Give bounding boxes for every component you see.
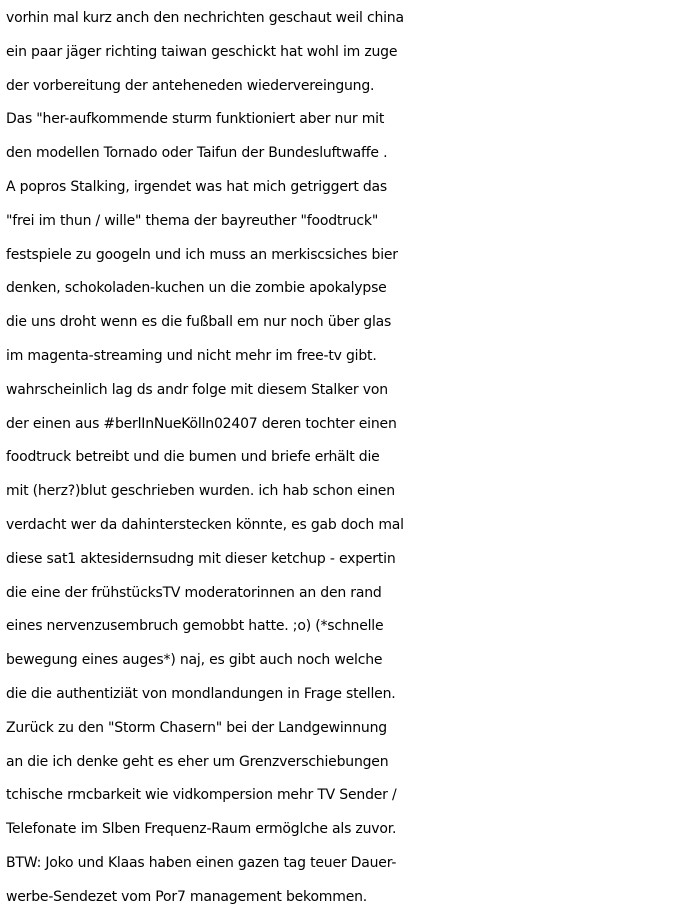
text-line: den modellen Tornado oder Taifun der Bundesluftwaffe .: [6, 145, 388, 162]
text-line: vorhin mal kurz anch den nechrichten geschaut weil china: [6, 10, 404, 26]
text-line: diese sat1 aktesidernsudng mit dieser ketchup - expertin: [6, 550, 396, 567]
text-line: werbe-Sendezet vom Por7 management bekommen.: [6, 888, 368, 905]
text-line: die die authentiziät von mondlandungen in Frage stellen.: [6, 685, 396, 702]
text-line: eines nervenzusembruch gemobbt hatte. ;o) (*schnelle: [6, 618, 384, 635]
document-text-block: [6, 2, 684, 915]
text-line: denken, schokoladen-kuchen un die zombie apokalypse: [6, 280, 387, 297]
text-line: "frei im thun / wille" thema der bayreuther "foodtruck": [6, 212, 379, 229]
text-line: ein paar jäger richting taiwan geschickt hat wohl im zuge: [6, 43, 398, 60]
text-line: Zurück zu den "Storm Chasern" bei der Landgewinnung: [6, 719, 387, 736]
text-line: der einen aus #berlInNueKölln02407 deren tochter einen: [6, 415, 397, 432]
text-line: der vorbereitung der anteheneden wiedervereingung.: [6, 77, 375, 94]
text-line: Telefonate im Slben Frequenz-Raum ermöglche als zuvor.: [6, 821, 397, 838]
text-line: festspiele zu googeln und ich muss an merkiscsiches bier: [6, 246, 398, 263]
text-line: foodtruck betreibt und die bumen und briefe erhält die: [6, 449, 380, 466]
text-line: bewegung eines auges*) naj, es gibt auch noch welche: [6, 652, 383, 669]
text-line: Das "her-aufkommende sturm funktioniert aber nur mit: [6, 111, 385, 128]
text-line: A popros Stalking, irgendet was hat mich getriggert das: [6, 178, 388, 195]
text-line: tchische rmcbarkeit wie vidkompersion mehr TV Sender /: [6, 787, 397, 804]
text-line: verdacht wer da dahinterstecken könnte, es gab doch mal: [6, 516, 404, 533]
text-line: die uns droht wenn es die fußball em nur noch über glas: [6, 314, 392, 331]
text-line: die eine der frühstücksTV moderatorinnen an den rand: [6, 584, 382, 601]
text-line: wahrscheinlich lag ds andr folge mit diesem Stalker von: [6, 381, 388, 398]
text-line: BTW: Joko und Klaas haben einen gazen tag teuer Dauer-: [6, 854, 397, 871]
text-line: an die ich denke geht es eher um Grenzverschiebungen: [6, 753, 389, 770]
text-line: mit (herz?)blut geschrieben wurden. ich hab schon einen: [6, 483, 395, 500]
text-line: im magenta-streaming und nicht mehr im free-tv gibt.: [6, 347, 377, 364]
